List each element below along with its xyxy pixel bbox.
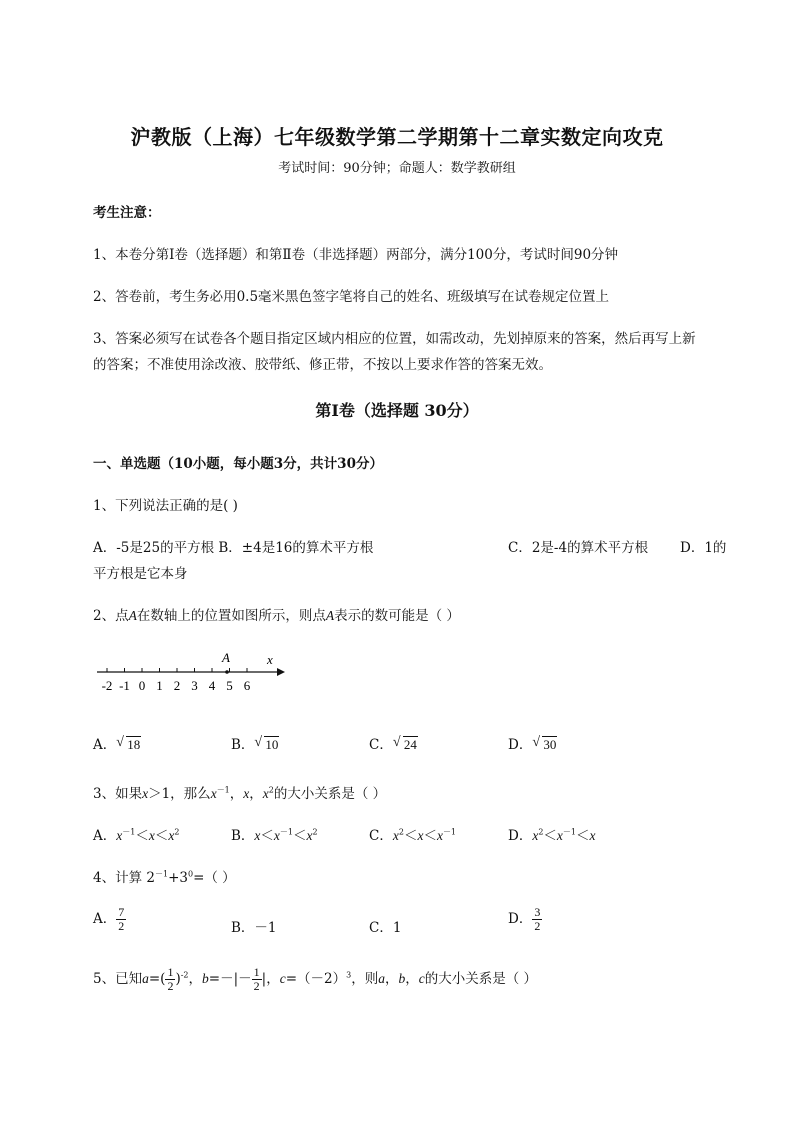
question-2-option-c: C． √ 24: [369, 735, 417, 753]
note-item-3-line-2: 的答案；不准使用涂改液、胶带纸、修正带，不按以上要求作答的答案无效。: [93, 357, 552, 373]
sqrt-24: √ 24: [392, 735, 417, 752]
page-title: 沪教版（上海）七年级数学第二学期第十二章实数定向攻克: [130, 125, 664, 149]
question-4-option-a: A． $\frac{7}{2}$: [93, 905, 125, 933]
fraction-3-2: $\frac{3}{2}$: [534, 905, 541, 933]
part-heading: 一、单选题（10小题，每小题3分，共计30分）: [93, 456, 383, 472]
notes-heading: 考生注意：: [93, 205, 161, 221]
axis-tick-label: 0: [138, 678, 146, 693]
number-line: [95, 648, 295, 696]
point-a-marker: [225, 670, 229, 674]
axis-tick-label: 2: [173, 678, 181, 693]
note-item-2: 2、答卷前，考生务必用0.5毫米黑色签字笔将自己的姓名、班级填写在试卷规定位置上: [93, 289, 610, 305]
question-1-stem: 1、下列说法正确的是( ): [93, 498, 238, 514]
question-2-option-a: A． √ 18: [93, 735, 141, 753]
point-a-label: A: [222, 650, 230, 665]
axis-tick-label: 5: [226, 678, 233, 693]
question-3-option-d: D．$x^2<x^{-1}<x$: [508, 827, 596, 844]
question-1-option-d: D．1的: [680, 540, 727, 556]
exam-info: 考试时间：90分钟；命题人：数学教研组: [278, 161, 516, 176]
question-2-option-d: D． √ 30: [508, 735, 557, 753]
axis-tick-label: 6: [243, 678, 251, 693]
question-4-option-d: D． $\frac{3}{2}$: [508, 905, 541, 933]
sqrt-18: √ 18: [116, 735, 141, 752]
question-1-options-ab: A．-5是25的平方根 B．±4是16的算术平方根: [93, 540, 374, 556]
sqrt-10: √ 10: [254, 735, 279, 752]
axis-tick-label: 3: [191, 678, 198, 693]
question-3-stem: 3、如果x＞1，那么$x^{-1}$，x，$x^2$的大小关系是（ ）: [93, 785, 387, 802]
question-2-option-b: B． √ 10: [231, 735, 279, 753]
axis-tick-label: -1: [119, 678, 130, 693]
section-title: 第I卷（选择题 30分）: [315, 401, 479, 420]
note-item-1: 1、本卷分第I卷（选择题）和第Ⅱ卷（非选择题）两部分，满分100分，考试时间90分钟: [93, 247, 619, 263]
axis-tick-label: 1: [156, 678, 163, 693]
axis-tick-label: -2: [101, 678, 113, 693]
sqrt-30: √ 30: [532, 735, 557, 752]
question-4-option-b: B．－1: [231, 920, 277, 936]
question-1-option-d-cont: 平方根是它本身: [93, 566, 188, 582]
axis-tick-label: 4: [208, 678, 216, 693]
question-3-option-c: C．$x^2<x<x^{-1}$: [369, 827, 457, 844]
question-3-option-b: B．$x<x^{-1}<x^2$: [231, 827, 318, 844]
question-4-stem: 4、计算 $2^{-1}+3^0=$（ ）: [93, 869, 236, 886]
question-5-stem: 5、已知a=( $\frac{1}{2}$ )$^{-2}$，b=－|－ $\frac{1}{2}$ |，$c=(-2)^3$，则a，b，c的大小关系是（ ）: [93, 965, 537, 993]
axis-arrow-icon: [277, 668, 285, 676]
question-4-option-c: C．1: [369, 920, 402, 936]
note-item-3-line-1: 3、答案必须写在试卷各个题目指定区域内相应的位置，如需改动，先划掉原来的答案，然后再写上新: [93, 331, 696, 347]
axis-x-label: x: [267, 652, 273, 667]
question-3-option-a: A．$x^{-1}<x<x^2$: [93, 827, 180, 844]
fraction-7-2: $\frac{7}{2}$: [118, 905, 125, 933]
question-2-stem: 2、点A在数轴上的位置如图所示，则点A表示的数可能是（ ）: [93, 608, 460, 624]
question-1-option-c: C．2是-4的算术平方根: [508, 540, 649, 556]
